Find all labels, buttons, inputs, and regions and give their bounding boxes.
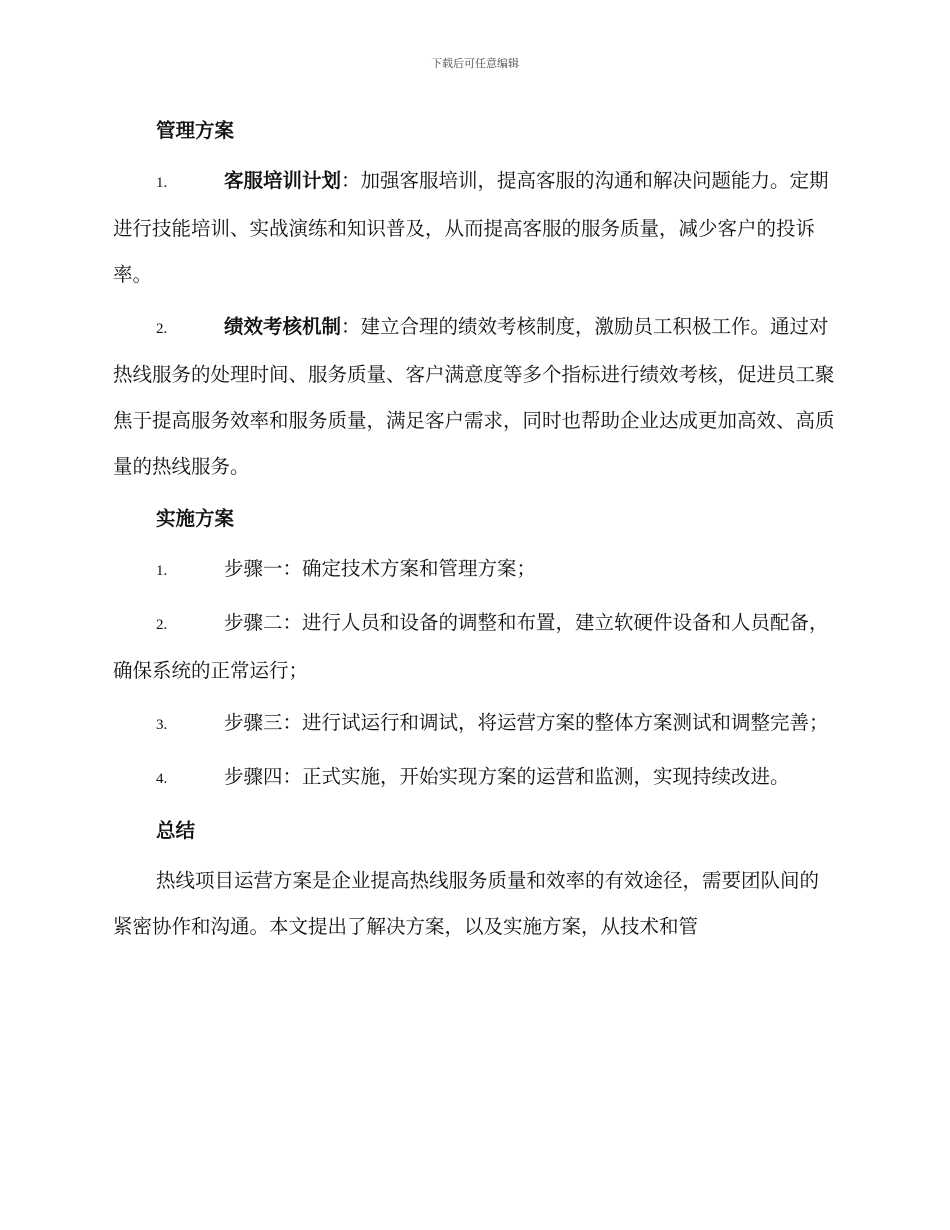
page-header: 下载后可任意编辑	[431, 57, 519, 70]
item-text: 步骤一：确定技术方案和管理方案；	[224, 557, 537, 580]
list-item	[113, 158, 835, 298]
list-number: 2.	[156, 617, 168, 633]
list-item	[113, 304, 835, 490]
list-item	[113, 546, 835, 594]
item-text: ：建立合理的绩效考核制度，激励员工积极工作。通过对热线服务的处理时间、服务质量、客户满意度等多个指标进行绩效考核，促进员工聚焦于提高服务效率和服务质量，满足客户需求，同时也帮助企业达成更加高效、高质量的热线服务。	[113, 315, 835, 478]
section-title-implementation: 实施方案	[156, 507, 235, 530]
item-text: 步骤二：进行人员和设备的调整和布置，建立软硬件设备和人员配备，确保系统的正常运行；	[113, 611, 829, 682]
summary-paragraph: 热线项目运营方案是企业提高热线服务质量和效率的有效途径，需要团队间的紧密协作和沟通。本文提出了解决方案，以及实施方案，从技术和管	[113, 869, 820, 938]
list-number: 1.	[156, 175, 168, 191]
list-number: 1.	[156, 563, 168, 579]
list-item	[113, 700, 835, 748]
list-item	[113, 600, 835, 694]
list-number: 3.	[156, 717, 168, 733]
item-keyword: 客服培训计划	[224, 169, 342, 192]
list-item	[113, 754, 835, 802]
list-number: 4.	[156, 771, 168, 787]
document-body	[113, 108, 835, 956]
section-title-summary: 总结	[156, 819, 196, 842]
item-text: 步骤三：进行试运行和调试，将运营方案的整体方案测试和调整完善；	[224, 711, 829, 734]
item-text: 步骤四：正式实施，开始实现方案的运营和监测，实现持续改进。	[224, 765, 790, 788]
item-text: ：加强客服培训，提高客服的沟通和解决问题能力。定期进行技能培训、实战演练和知识普及，从而提高客服的服务质量，减少客户的投诉率。	[113, 169, 829, 286]
section-title-management: 管理方案	[156, 119, 235, 142]
list-number: 2.	[156, 321, 168, 337]
item-keyword: 绩效考核机制	[224, 315, 342, 338]
